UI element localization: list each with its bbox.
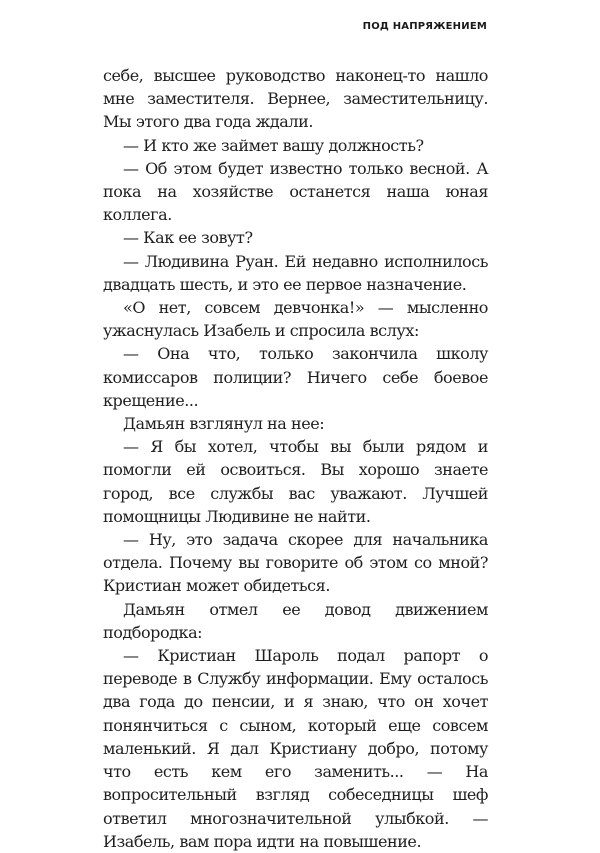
paragraph-narration: Дамьян взглянул на нее:	[123, 414, 325, 434]
paragraph-dialogue: — Я бы хотел, чтобы вы были рядом и помогли ей освоиться. Вы хорошо знаете город, все службы вас уважают. Лучшей помощницы Людивине не найти.	[103, 437, 488, 526]
paragraph-dialogue: — Людивина Руан. Ей недавно исполнилось двадцать шесть, и это ее первое назначение.	[103, 251, 488, 294]
paragraph-dialogue: — Кристиан Шароль подал рапорт о переводе в Службу информации. Ему осталось два года до пенсии, и я знаю, что он хочет понянчиться с сыном, который еще совсем маленький. Я дал Кристиану добро, потому что есть кем его заменить... — На вопросительный взгляд собеседницы шеф ответил многозначительной улыбкой. — Изабель, вам пора идти на повышение.	[103, 646, 488, 851]
running-header: ПОД НАПРЯЖЕНИЕМ	[362, 21, 487, 32]
body-text	[103, 64, 488, 853]
paragraph-dialogue: — Она что, только закончила школу комиссаров полиции? Ничего себе боевое крещение...	[103, 344, 488, 410]
paragraph-dialogue: — И кто же займет вашу должность?	[123, 135, 424, 155]
paragraph-dialogue: — Как ее зовут?	[123, 228, 253, 248]
paragraph-continuation: себе, высшее руководство наконец-то нашло мне заместителя. Вернее, заместительницу. Мы этого два года ждали.	[103, 66, 488, 132]
paragraph-dialogue: — Об этом будет известно только весной. А пока на хозяйстве останется наша юная коллега.	[103, 158, 488, 225]
paragraph-dialogue: — Ну, это задача скорее для начальника отдела. Почему вы говорите об этом со мной? Кристиан может обидеться.	[103, 530, 488, 596]
paragraph-narration: Дамьян отмел ее довод движением подбородка:	[103, 599, 488, 642]
paragraph-narration: «О нет, совсем девчонка!» — мысленно ужаснулась Изабель и спросила вслух:	[103, 298, 488, 341]
